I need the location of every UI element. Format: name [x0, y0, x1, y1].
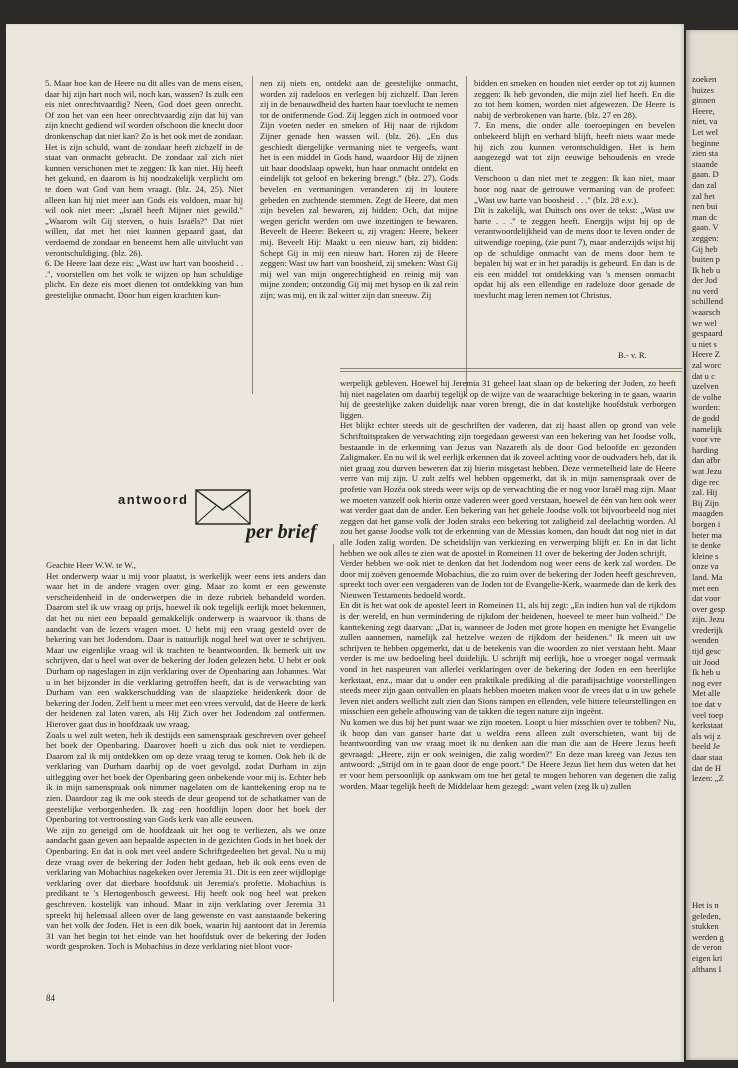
next-page-text-top [692, 74, 736, 784]
next-page-line: als wij z [692, 730, 721, 741]
next-page-line: beter ma [692, 529, 722, 540]
next-page-line: werden g [692, 931, 724, 942]
article-bottom-column-1: Geachte Heer W.W. te W., Het onderwerp waar u mij voor plaatst, is werkelijk weer eens iets anders dan waar het in de andere vragen over ging. Maar zo komt er een gewenste verscheidenheid in de onderwerpen die in deze rubriek behandeld worden. Daarom stel ik uw vraag op prijs, hoewel ik ook tegelijk eerlijk moet bekennen, dat het nu niet een bepaald gemakkelijk onderwerp is waarvoor ik thans de aandacht van de lezers vragen moet. U hebt mij een vraag gesteld over de bekering van het Jodendom. Daar is natuurlijk nogal heel wat over te schrijven. Maar uw eigenlijke vraag wil ik trachten te beantwoorden. Ik bemerk uit uw schrijven, dat u heel wat over de bekering der Joden gelezen hebt. U hebt er ook Durham op nageslagen in zijn verklaring over de Openbaring aan Johannes. Wat u in het bijzonder in die verklaring getroffen heeft, dat is de verwachting van Durham van een wakkerschudding van de slaapzieke heidenkerk door de bekering der Joden. Zelf bent u meer met een vrees vervuld, dat de Heere de kerk der heidenen zal laten varen, als Hij Zich over het Jodendom zal ontfermen. Hierover gaat dus in hoofdzaak uw vraag. Zoals u wel zult weten, heb ik destijds een samenspraak geschreven over geheel het boek der Openbaring. Daarover hoeft u zich dus ook niet te verdiepen. Daarom zal ik mij ontdekken om op deze vraag terug te komen. Ook heb ik de verklaring van Durham daarbij op de voet gevolgd, zodat Durham in zijn uitlegging over het boek der Openbaring geen onbekende voor mij is. Echter heb ik in mijn samenspraak ook nimmer nagelaten om de kanttekening erop na te zien. Daardoor zag ik me ook steeds de deur geopend tot de schatkamer van de geestelijke verborgenheden. Ik zag een hoofdlijn lopen door het boek der Openbaring tot vertroosting van Gods kerk van alle eeuwen. We zijn zo geneigd om de hoofdzaak uit het oog te verliezen, als we onze aandacht gaan geven aan bepaalde aspecten in de gezichten Gods in het boek der Openbaring. En dat is ook met veel andere Schriftgedeelten het geval. Nu u mij deze vraag over de bekering der Joden hebt gedaan, heb ik ook eens even de verklaring van Mobachius nagekeken over Jeremia 31. Dit is een zeer wijdlopige verklaring over dat dierbare hoofdstuk uit Jeremia's profetie. Mobachius is predikant te 's Hertogenbosch geweest. Hij heeft ook nog heel wat preken geschreven. kostelijk van inhoud. Maar in zijn verklaring over Jeremia 31 spreekt hij helemaal alleen over de lang gewenste en vast aanstaande bekering van het volk der Joden. Het is een dik boek, waarin hij aantoont dat in Jeremia 31 van het begin tot het einde van het hoofdstuk over de bekering der Joden wordt gesproken. Toch is Mobachius in deze verklaring niet bloot voor- [46, 560, 326, 952]
next-page-edge [686, 30, 738, 1060]
next-page-line: Bij Zijn [692, 497, 719, 508]
next-page-line: uit Jood [692, 656, 720, 667]
next-page-line: zal worc [692, 360, 722, 371]
next-page-line: Heere, [692, 105, 715, 116]
next-page-line: Met alle [692, 688, 721, 699]
next-page-line: beginne [692, 137, 720, 148]
next-page-line: dan zal [692, 179, 717, 190]
next-page-line: dat u c [692, 370, 715, 381]
column-divider [252, 76, 253, 394]
next-page-line: we wel [692, 317, 717, 328]
next-page-line: ginnen [692, 95, 716, 106]
next-page-line: u niet s [692, 338, 717, 349]
column-divider [466, 76, 467, 394]
next-page-line: vrederijk [692, 624, 724, 635]
next-page-line: onze va [692, 561, 719, 572]
next-page-line: gaan. V [692, 222, 719, 233]
next-page-line: veel toep [692, 709, 724, 720]
column-header-per-brief: per brief [246, 521, 317, 543]
next-page-line: harding [692, 444, 719, 455]
next-page-line: nen bui [692, 201, 718, 212]
next-page-line: worden: [692, 402, 721, 413]
next-page-line: zien sta [692, 148, 719, 159]
next-page-line: schillend [692, 296, 724, 307]
next-page-line: de godd [692, 413, 720, 423]
next-page-line: namelijk [692, 423, 723, 434]
next-page-line: gaan. D [692, 169, 719, 180]
next-page-line: zijn. Jezu [692, 614, 725, 625]
next-page-line: huizes [692, 84, 714, 95]
next-page-line: land. Ma [692, 571, 723, 582]
next-page-line: kleine s [692, 550, 719, 561]
next-page-line: maagden [692, 508, 724, 519]
column-divider [333, 544, 334, 1002]
next-page-line: dan afbr [692, 455, 721, 466]
next-page-line: geleden, [692, 910, 721, 921]
next-page-line: zal het [692, 190, 715, 201]
article-bottom-column-2: werpelijk gebleven. Hoewel hij Jeremia 31 geheel laat slaan op de bekering der Joden, zo heeft hij niet nagelaten om daarbij tegelijk op de wijze van de waarachtige bekering in te gaan, waarin hij de geestelijke zaken duidelijk naar voren brengt, die in dat kostelijke hoofdstuk verborgen liggen. Het blijkt echter steeds uit de geschriften der vaderen, dat zij haast allen op grond van vele Schriftuitspraken de verwachting zijn toegedaan geweest van een bekering van het Joodse volk, bestaande in de erkenning van Jezus van Nazareth als de door God beloofde en gezonden Zaligmaker. En nu wil ik wel eerlijk erkennen dat ik zoveel achting voor de oudvaders heb, dat ik niet graag zou durven beweren dat zij hierin misgetast hebben. Deze vermetelheid late de Heere verre van mij zijn. U zult zelfs wel hebben opgemerkt, dat ik in mijn samenspraak over de profetie van Hozëa ook steeds weer wijs op de verwachting die er nog voor Israël mag zijn. Maar we moeten vanzelf ook hierin onze vaderen weer goed verstaan, hoewel de één van hen ook weer wat verder gaat dan de ander. Een bekering van het gehele Joodse volk tot bijvoorbeeld nog niet zeggen dat het ganse volk der Joden straks een bekering tot zaligheid zal deelachtig worden. Al zou het ganse Joodse volk tot de erkenning van de Messias komen, dan houdt dat nog niet in dat alle Joden zalig worden. De scheidslijn van verkiezing en verwerping blijft er. En in dat licht hebben we ook alles te zien wat de apostel in Romeinen 11 over de bekering der Joden schrijft. Verder hebben we ook niet te denken dat het Jodendom nog weer eens de kerk zal worden. De door mij zoëven genoemde Mobachius, die zo ruim over de bekering der Joden heeft geschreven, spreekt toch over een vergaderen van de Joden tot de Evangelie-Kerk, waarmede dan de kerk des Nieuwen Testaments bedoeld wordt. En dit is het wat ook de apostel leert in Romeinen 11, als hij zegt: „En indien hun val de rijkdom is der wereld, en hun vermindering de rijkdom der heidenen, hoeveel te meer hun volheid." De kanttekening zegt daarvan: „Dat is, wanneer de Joden met grote hopen en menigte het Evangelie zullen aannemen, namelijk zal hetzelve wezen de rijkdom der heidenen." Ik meen uit uw schrijven te hebben opgemerkt, dat u de betekenis van die woorden zo niet verstaan hebt. Maar verder is me uw bedoeling heel duidelijk. U schrijft mij eerlijk, hoe u vroeger nogal vermaak vond in het naspeuren van allerlei verklaringen over de bekering der Joden en een heerlijke kerkstaat, enz., maar dat u onder een praktikale prediking al die paradijsachtige voorstellingen steeds meer zijn gaan ontvallen en plaats hebben moeten maken voor de vrees dat u in uw gehele leven niet anders wellicht zult zien dan Sions rampen en ellenden, vele bittere teleurstellingen en misschien een gehele afhouwing van de takken die tegen nature zijn ingeënt. Nu komen we dus bij het punt waar we zijn moeten. Loopt u hier misschien over te tobben? Nu, ik hoop dan van ganser harte dat u weldra eens alleen zult overschieten, want bij de beantwoording van uw vraag moet ik nu denken aan die man die aan de Heere Jezus heeft gevraagd: „Heere, zijn er ook weinigen, die zalig worden?" En deze man kreeg van Jezus ten antwoord: „Strijd om in te gaan door de enge poort." De Heere Jezus liet hem dus weten dat het er voor hem persoonlijk op aankwam om toe het getal te mogen behoren van degenen die zalig worden. Maar tegelijk heeft de Middelaar hem gezegd: „want velen (zeg Ik u) zullen [340, 378, 676, 791]
next-page-line: Ik heb u [692, 264, 721, 275]
column-header-antwoord: antwoord [118, 492, 189, 507]
next-page-line: staande [692, 158, 718, 169]
next-page-line: wenden [692, 635, 719, 646]
next-page-line: borgen i [692, 518, 721, 529]
next-page-line: Het is n [692, 900, 719, 910]
next-page-line: dige rec [692, 476, 720, 487]
next-page-line: nog ever [692, 677, 722, 688]
next-page-line: buiten p [692, 254, 720, 265]
magazine-page [6, 24, 684, 1062]
next-page-line: beeld Je [692, 741, 720, 752]
page-number: 84 [46, 993, 55, 1003]
next-page-line: der Jod [692, 275, 718, 286]
next-page-line: eigen kri [692, 952, 723, 963]
envelope-icon [194, 486, 254, 528]
next-page-line: over gesp [692, 603, 726, 614]
next-page-line: dat de H [692, 762, 722, 773]
next-page-line: de volhe [692, 391, 722, 402]
next-page-line: voor vre [692, 434, 721, 445]
section-divider [340, 371, 682, 372]
section-divider [340, 368, 682, 369]
next-page-line: toe dat v [692, 699, 722, 710]
next-page-line: uzelven [692, 381, 719, 392]
next-page-line: lezen: „Z [692, 773, 724, 784]
next-page-line: nu verd [692, 285, 719, 296]
next-page-line: althans I [692, 963, 722, 974]
next-page-line: kerkstaat [692, 720, 724, 731]
next-page-line: met een [692, 582, 719, 593]
next-page-line: tijd gesc [692, 646, 721, 657]
next-page-line: Heere Z [692, 349, 720, 360]
next-page-line: waarsch [692, 307, 721, 318]
next-page-line: Let wel [692, 126, 719, 137]
author-signature: B.- v. R. [618, 350, 647, 360]
next-page-text-bottom [692, 900, 736, 974]
next-page-line: man dc [692, 211, 718, 222]
next-page-line: dat voor [692, 593, 721, 604]
article-top-column-3: bidden en smeken en houden niet eerder op tot zij kunnen zeggen: Ik heb gevonden, die mijn ziel lief heeft. En die zo tot hem komen, worden niet afgewezen. De Heere is nabij de verbrokenen van harte. (blz. 27 en 28). 7. En mens, die onder alle toeroepingen en bevelen onbekeerd blijft en verhard blijft, heeft niets waar mede hij zich zou kunnen verontschuldigen. Het is hem aangezegd wat tot zijn eeuwige behoudenis en vrede dient. Verschoon u dan niet met te zeggen: Ik kan niet, maar hoor nog naar de getrouwe vermaning van de profeet: „Wast uw harte van boosheid . . ." (blz. 28 e.v.). Dit is zakelijk, wat Duitsch ons over de tekst: „Wast uw harte . . ." te zeggen heeft. Energijs wijst hij op de verantwoordelijkheid van de mens door te leven onder de uitwendige roeping, (zie punt 7), maar anderzijds wijst hij op de schuldige onmacht van de mens door hem te bepalen bij wat er in het paradijs is gebeurd. En dan is de eis een middel tot ontdekking van 's mensen onmacht opdat hij als een ellendige en radeloze door genade de toevlucht mag leren nemen tot Christus. [474, 78, 675, 300]
next-page-line: daar staa [692, 752, 723, 762]
next-page-line: niet, va [692, 116, 718, 127]
next-page-line: gespaard [692, 328, 723, 339]
next-page-line: zal. Hij [692, 487, 718, 498]
next-page-line: zeggen: [692, 232, 719, 243]
next-page-line: Ik heb u [692, 667, 721, 678]
next-page-line: Gij heb [692, 243, 718, 254]
next-page-line: de veron [692, 942, 722, 953]
next-page-line: stukken [692, 921, 719, 932]
article-top-column-2: nen zij niets en, ontdekt aan de geestelijke onmacht, worden zij radeloos en verlegen bij zichzelf. Dan leren zij in de benauwdheid des harten haar toevlucht te nemen tot de ontfermende God. Zij leggen zich in ootmoed voor Zijn voeten neder en smeken of Hij naar de rijkdom Zijner genade hen wassen wil. (blz. 26). „En dus geschiedt diergelijke vermaning niet te vergeefs, want het is een middel in Gods hand, waardoor Hij de zijnen uit haar doodslaap opwekt, hun haar onmacht ontdekt en eindelijk tot geloof en bekering brengt." (blz. 27). Gods bevelen en vermaningen veranderen zij in loutere gebeden en zuchtende stemmen. Zegt de Heere, dat men zijn bevelen zal bewaren, zij bidden: Och, dat mijne wegen gericht werden om uwe inzettingen te bewaren. Beveelt de Heere: Bekeert u, zij vragen: Heere, bekeer mij. Beveelt Hij: Maakt u een nieuw hart, zij bidden: Schept Gij in mij een nieuw hart. Horen zij de Heere zeggen: Wast uw hart van boosheid, zij smeken: Wast Gij mij wel van mijn ongerechtigheid en reinig mij van mijne zonden; ontzondig Gij mij met hysop en ik zal rein zijn; was mij, en ik zal witter zijn dan sneeuw. Zij [260, 78, 458, 300]
next-page-line: te denke [692, 540, 721, 551]
next-page-line: zoeken [692, 74, 717, 84]
next-page-line: wat Jezu [692, 465, 722, 476]
article-top-column-1: 5. Maar hoe kan de Heere nu dit alles van de mens eisen, daar hij zijn hart noch wil, noch kan, wassen? Is zulk een eis niet onrechtvaardig? Neen, God doet geen onrecht. Of zou het van een heer onrechtvaardig zijn dat hij van zijn knecht gediend wil worden ofschoon die knecht door dronkenschap dat niet kan? Zo is het ook met de zondaar. Het is zijn schuld, want de zondaar heeft zichzelf in de staat van onmacht gebracht. De zondaar zal zich niet kunnen verschonen met te zeggen: Ik kan niet. Hij heeft het gekund, en daarom is hij noodzakelijk verplicht om te doen wat God van hem vraagt. (blz. 24, 25). Niet alleen kan hij niet meer aan Gods eis voldoen, maar hij wil ook niet meer: „Israël heeft Mijner niet gewild." „Waarom wilt Gij sterven, o huis Israëls?" Dat niet willen, dat met het niet kunnen gepaard gaat, dat verdoemd de zondaar en beneemt hem alle uitvlucht van verontschuldiging. (blz. 26). 6. De Heere laat deze eis: „Wast uw hart van boosheid . . .", voorstellen om het volk te wijzen op hun schuldige plicht. En deze eis moet dienen tot ontdekking van hun geestelijke onmacht. Door hun eigen krachten kun- [45, 78, 243, 300]
